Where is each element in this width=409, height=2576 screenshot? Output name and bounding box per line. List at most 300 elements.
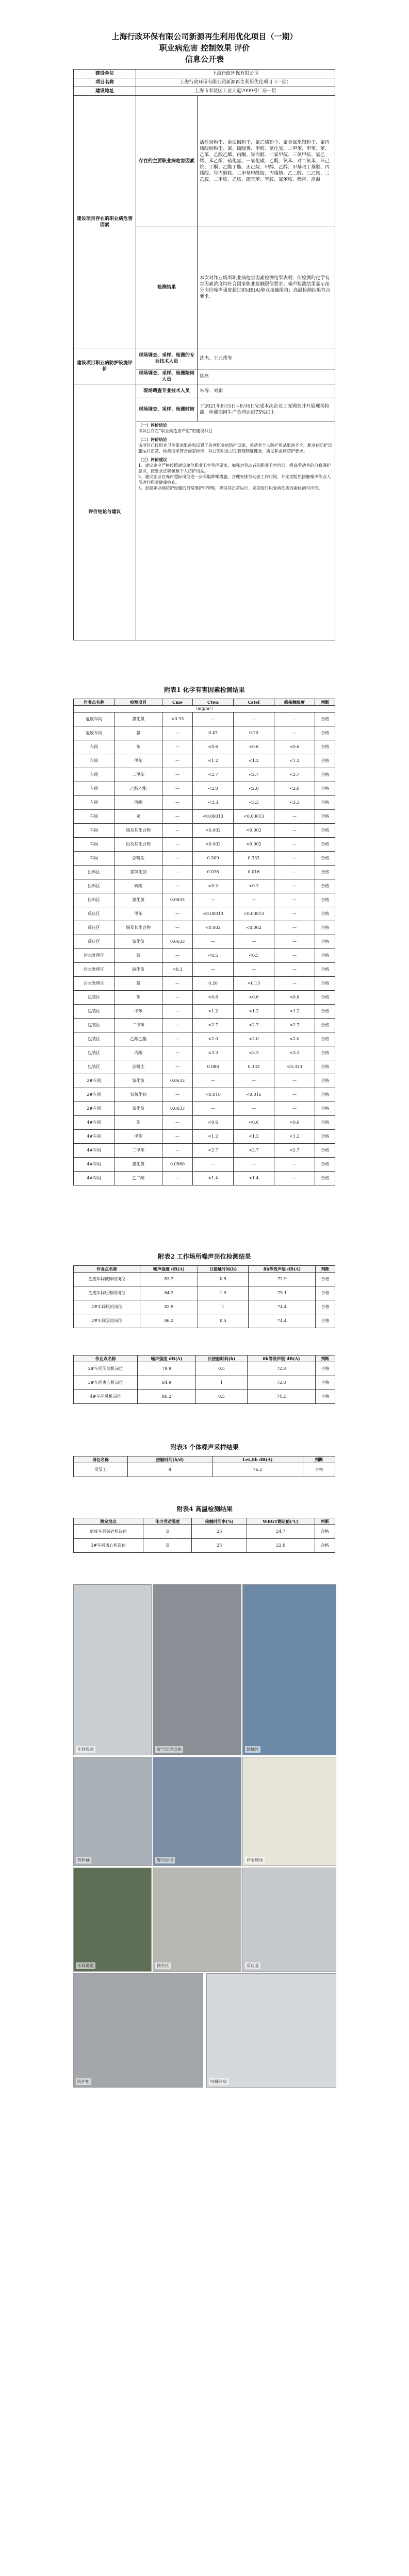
t1-cell: 合格 — [315, 907, 335, 921]
t1-cell: 合格 — [315, 1074, 335, 1088]
t1-cell: 二甲苯 — [114, 1019, 162, 1032]
t1-row — [74, 838, 335, 852]
t1-cell: — — [162, 1032, 193, 1046]
t2-cell: 危废车间破碎机岗位 — [74, 1273, 140, 1286]
conclusion-para: 该项目存在“职业病危害严重”的建设项目 — [138, 429, 213, 433]
t1-cell: 0.088 — [193, 1060, 234, 1074]
t1-cell: — — [274, 713, 315, 726]
t1-cell: 合格 — [315, 810, 335, 824]
t1-cell: — — [233, 893, 274, 907]
check-text: 本次对作业场所职业病危害因素检测结果表明：所检测的化学有害因素浓度均符合国家职业接触限值要求；噪声检测结果显示部分岗位噪声强度超过85dB(A)职业接触限值；高温检测结果符合要求。 — [198, 227, 335, 348]
t1-row — [74, 949, 335, 963]
conclusion-body — [136, 421, 335, 640]
conclusion-row1-key: 现场调查专业技术人员 — [136, 384, 198, 398]
site-photo — [206, 1973, 336, 2088]
t1-cell: 合格 — [315, 1158, 335, 1172]
t2-row — [74, 1314, 335, 1328]
t1-cell: 4#车间 — [74, 1144, 114, 1158]
t1-cell: <0.002 — [233, 921, 274, 935]
t1-cell: 4#车间 — [74, 1158, 114, 1172]
t1-cell: — — [193, 935, 234, 949]
t1-row — [74, 713, 335, 726]
doc-title-line2: 职业病危害 控制效果 评价 — [159, 43, 250, 53]
t1-cell: 反应区 — [74, 935, 114, 949]
t1-cell: 合格 — [315, 991, 335, 1005]
t1-cell: 4#车间 — [74, 1130, 114, 1144]
t1-cell: 氯化氢 — [114, 713, 162, 726]
t1-cell: 车间 — [74, 810, 114, 824]
t1-cell: — — [162, 852, 193, 866]
t1-cell: 反应区 — [74, 907, 114, 921]
t2-cell: 84.2 — [140, 1286, 198, 1300]
t1-cell: — — [274, 838, 315, 852]
t1-cell: 合格 — [315, 824, 335, 838]
t1-cell: 合格 — [315, 893, 335, 907]
t1-cell: 丙酮 — [114, 1046, 162, 1060]
t1-cell: <2.0 — [233, 1032, 274, 1046]
t1-cell: <2.0 — [193, 1032, 234, 1046]
t4-cell: Ⅱ — [143, 1525, 192, 1539]
t1-cell: 甲苯 — [114, 754, 162, 768]
t1-cell: 氨 — [114, 726, 162, 740]
t1-cell: 包装区 — [74, 1060, 114, 1074]
t1-cell: 合格 — [315, 1130, 335, 1144]
site-photo — [242, 1757, 336, 1866]
t1-row — [74, 907, 335, 921]
t1-cell: <0.5 — [193, 949, 234, 963]
t1-cell: <0.6 — [193, 991, 234, 1005]
t1-cell: — — [274, 824, 315, 838]
t1-cell: 0.47 — [193, 726, 234, 740]
t1-cell: — — [162, 949, 193, 963]
t1-cell: <0.016 — [233, 1088, 274, 1102]
t3-caption: 附表3 个体噪声采样结果 — [170, 1444, 239, 1451]
t1-cell: <1.2 — [233, 1130, 274, 1144]
t1-cell: — — [162, 838, 193, 852]
t4-cell: 危废车间破碎机岗位 — [74, 1525, 143, 1539]
t1-cell: 乙酸乙酯 — [114, 782, 162, 796]
t2b-cell: 86.2 — [138, 1390, 196, 1404]
t1-cell: 4#车间 — [74, 1116, 114, 1130]
t1-cell: 0.333 — [233, 1060, 274, 1074]
t1-cell: — — [193, 713, 234, 726]
t1-cell: 合格 — [315, 1172, 335, 1185]
t4-head-cell: 体力劳动强度 — [143, 1518, 192, 1525]
t1-cell: 氢氧化钠 — [114, 866, 162, 879]
site-photo-label: 反应釜 — [245, 1962, 260, 1969]
t1-cell: — — [162, 977, 193, 991]
t2b-cell: 2#车间压滤机岗位 — [74, 1362, 138, 1376]
conclusion-para: （一）评价结论 — [138, 422, 167, 428]
t1-cell: 铅及其化合物 — [114, 838, 162, 852]
conclusion-row2-val: 于2021年8月5日~8月6日完成本次企业工况调查并开展现场检测，检测期间生产负荷达到75%以上 — [198, 398, 335, 421]
t2-cell: 危废车间压缩机岗位 — [74, 1286, 140, 1300]
t1-row — [74, 1046, 335, 1060]
t1-cell: 污水处理区 — [74, 949, 114, 963]
t3-head-cell: Lex,8h dB(A) — [212, 1456, 303, 1463]
t1-cell: <1.2 — [274, 1130, 315, 1144]
t1-cell: <0.002 — [233, 838, 274, 852]
t1-cell: <2.7 — [233, 1144, 274, 1158]
t1-cell: 危废车间 — [74, 726, 114, 740]
t1-cell: 危废车间 — [74, 713, 114, 726]
t1-cell: 污水处理区 — [74, 977, 114, 991]
t1-cell: <2.7 — [193, 1019, 234, 1032]
t1-cell: 合格 — [315, 1032, 335, 1046]
t1-cell: 包装区 — [74, 1019, 114, 1032]
t1-cell: 丙酮 — [114, 796, 162, 810]
t2-caption: 附表2 工作场所噪声岗位检测结果 — [158, 1253, 251, 1260]
t1-cell: <0.6 — [274, 1116, 315, 1130]
t1-cell: — — [233, 1102, 274, 1116]
t1-cell: — — [274, 935, 315, 949]
t2b-row — [74, 1390, 335, 1404]
t2b-cell: 合格 — [315, 1390, 335, 1404]
t1-cell: 甲苯 — [114, 1130, 162, 1144]
t1-cell: <0.6 — [233, 1116, 274, 1130]
t2-cell: 合格 — [316, 1286, 335, 1300]
t1-cell: — — [274, 852, 315, 866]
t1-unit: （mg/m³） — [74, 706, 335, 713]
t1-cell: 合格 — [315, 1116, 335, 1130]
t1-cell: 硫酸 — [114, 879, 162, 893]
t4-row — [74, 1539, 335, 1553]
t1-cell: — — [274, 1102, 315, 1116]
t1-cell: 苯 — [114, 740, 162, 754]
t1-cell: 车间 — [74, 754, 114, 768]
t1-cell: <3.3 — [233, 796, 274, 810]
t1-row — [74, 1060, 335, 1074]
doc-title-line3: 信息公开表 — [185, 55, 224, 64]
t1-cell: 汞 — [114, 810, 162, 824]
site-photo — [153, 1584, 241, 1755]
t4-cell: 3#车间离心机岗位 — [74, 1539, 143, 1553]
t1-cell: <3.3 — [233, 1046, 274, 1060]
t1-cell: — — [274, 893, 315, 907]
site-photo-label: 物料桶 — [76, 1857, 91, 1863]
site-photo-label: 储存区 — [155, 1962, 171, 1969]
t1-cell: 二甲苯 — [114, 768, 162, 782]
conclusion-para: 该项目已按职业卫生要求配备和设置了各项职业病防护设施，劳动者个人防护用品配备齐全，职业病防护设施运行正常，检测结果符合国家标准，项目的职业卫生管理制度健全，满足职业病防护要求。 — [138, 443, 332, 453]
t1-cell: 包装区 — [74, 991, 114, 1005]
doc-title-line1: 上海行政环保有限公司新源再生利用优化项目（一期） — [111, 32, 298, 41]
t1-cell: <1.2 — [193, 754, 234, 768]
t1-cell: — — [193, 963, 234, 977]
t1-cell: <0.00013 — [233, 810, 274, 824]
t1-caption: 附表1 化学有害因素检测结果 — [164, 686, 245, 693]
t1-cell: 合格 — [315, 726, 335, 740]
t1-head-cell: 判断 — [315, 699, 335, 706]
t2b-head-cell: 判断 — [315, 1355, 335, 1362]
t1-cell: 0.20 — [193, 977, 234, 991]
t2-head-cell: 日接触时间(h) — [198, 1266, 249, 1273]
t1-head-cell: 峰接触浓度 — [274, 699, 315, 706]
t1-cell: 总粉尘 — [114, 852, 162, 866]
t3-head-cell: 判断 — [303, 1456, 335, 1463]
t4-cell: 合格 — [315, 1539, 335, 1553]
t1-cell: <0.6 — [274, 740, 315, 754]
t1-cell: 甲苯 — [114, 1005, 162, 1019]
t2-cell: 合格 — [316, 1314, 335, 1328]
t2-cell: 72.9 — [249, 1273, 316, 1286]
t1-cell: 2#车间 — [74, 1074, 114, 1088]
t1-cell: — — [162, 782, 193, 796]
t1-cell: <0.6 — [193, 740, 234, 754]
t1-cell: 车间 — [74, 824, 114, 838]
site-photo-label: 车间设备 — [76, 1746, 95, 1753]
t1-row — [74, 1088, 335, 1102]
t2b-cell: 79.9 — [138, 1362, 196, 1376]
t2-cell: 79.1 — [249, 1286, 316, 1300]
t1-row — [74, 768, 335, 782]
t1-cell: 投料区 — [74, 866, 114, 879]
t1-row — [74, 879, 335, 893]
t1-cell: — — [162, 1005, 193, 1019]
t1-cell: — — [162, 768, 193, 782]
t2-cell: 2#车间泵房岗位 — [74, 1314, 140, 1328]
t1-cell: 氯化氢 — [114, 1158, 162, 1172]
t1-row — [74, 796, 335, 810]
t1-cell: <1.2 — [233, 754, 274, 768]
t1-cell: — — [162, 810, 193, 824]
t2b-cell: 4#车间风机岗位 — [74, 1390, 138, 1404]
t1-cell: 0.016 — [233, 866, 274, 879]
t1-cell: — — [274, 1172, 315, 1185]
t1-cell: <0.002 — [233, 824, 274, 838]
info-val: 上海行政环保有限公司新源再生利用优化项目（一期） — [136, 78, 335, 87]
t1-cell: — — [193, 1102, 234, 1116]
t1-cell: — — [233, 713, 274, 726]
t3-row — [74, 1463, 335, 1477]
t1-table — [73, 699, 335, 1185]
site-photo — [73, 1973, 203, 2088]
t2-cell: 82.9 — [140, 1300, 198, 1314]
t2-row — [74, 1286, 335, 1300]
t4-cell: 22.0 — [247, 1539, 315, 1553]
t1-cell: 甲苯 — [114, 907, 162, 921]
t1-row — [74, 852, 335, 866]
t1-cell: <0.333 — [274, 1060, 315, 1074]
t1-cell: — — [274, 1088, 315, 1102]
t3-table — [73, 1456, 335, 1477]
t1-cell: <0.002 — [193, 921, 234, 935]
t1-row — [74, 726, 335, 740]
t1-cell: — — [274, 810, 315, 824]
conclusion-para: 3、加强职业病防护设施的日常维护和管理，确保其正常运行，定期进行职业病危害因素检测与评价。 — [138, 486, 323, 490]
t1-cell: 总粉尘 — [114, 1060, 162, 1074]
t1-cell: 合格 — [315, 949, 335, 963]
t1-cell: — — [274, 726, 315, 740]
conclusion-para: （三）评价建议 — [138, 457, 167, 462]
site-photo — [73, 1757, 152, 1866]
t1-row — [74, 782, 335, 796]
t1-cell: <1.4 — [233, 1172, 274, 1185]
t1-row — [74, 1032, 335, 1046]
t1-cell: — — [162, 879, 193, 893]
t1-cell: — — [162, 907, 193, 921]
t1-cell: <3.3 — [274, 1046, 315, 1060]
t1-cell: — — [162, 796, 193, 810]
t2-cell: 1.5 — [198, 1286, 249, 1300]
t2b-cell: 72.8 — [248, 1362, 316, 1376]
t1-row — [74, 921, 335, 935]
t3-cell: 8 — [127, 1463, 212, 1477]
t1-cell: 车间 — [74, 768, 114, 782]
t1-cell: <1.2 — [193, 1005, 234, 1019]
t1-cell: 氯化氢 — [114, 893, 162, 907]
t1-cell: <2.0 — [274, 1032, 315, 1046]
t4-row — [74, 1525, 335, 1539]
t4-head-cell: 接触时间率(%) — [192, 1518, 247, 1525]
t1-cell: 合格 — [315, 866, 335, 879]
t1-head-cell: 检测项目 — [114, 699, 162, 706]
site-photo — [73, 1584, 152, 1755]
t1-cell: 乙酸乙酯 — [114, 1032, 162, 1046]
t2-cell: 合格 — [316, 1300, 335, 1314]
t4-caption: 附表4 高温检测结果 — [176, 1505, 233, 1513]
t1-cell: <0.2 — [233, 879, 274, 893]
hazard-sub-label: 存在的主要职业病危害因素 — [136, 96, 198, 227]
t1-cell: 二甲苯 — [114, 1144, 162, 1158]
t1-cell: 合格 — [315, 852, 335, 866]
t1-cell: 车间 — [74, 740, 114, 754]
t2-cell: 74.4 — [249, 1314, 316, 1328]
t1-cell: <0.5 — [233, 949, 274, 963]
t1-cell: 包装区 — [74, 1005, 114, 1019]
t2-cell: 合格 — [316, 1273, 335, 1286]
t1-cell: 合格 — [315, 921, 335, 935]
t1-cell: — — [162, 824, 193, 838]
t1-cell: — — [162, 754, 193, 768]
site-photo — [73, 1868, 152, 1972]
t3-head-cell: 岗位名称 — [74, 1456, 128, 1463]
t1-row — [74, 1172, 335, 1185]
t2-row — [74, 1273, 335, 1286]
t4-head-cell: 测定地点 — [74, 1518, 143, 1525]
t1-cell: 乙二醇 — [114, 1172, 162, 1185]
t1-cell: 合格 — [315, 1102, 335, 1116]
t3-cell: 76.2 — [212, 1463, 303, 1477]
t2b-cell: 84.9 — [138, 1376, 196, 1390]
t1-cell: <2.7 — [233, 1019, 274, 1032]
t2b-cell: 72.8 — [248, 1376, 316, 1390]
t1-head-cell: Cstel — [233, 699, 274, 706]
t1-head-cell: Cme — [162, 699, 193, 706]
t4-cell: 25 — [192, 1525, 247, 1539]
t1-cell: — — [162, 1046, 193, 1060]
t1-cell: <1.2 — [233, 1005, 274, 1019]
t1-cell: 氨 — [114, 949, 162, 963]
eval-row2-key: 现场调查、采样、检测陪同人员 — [136, 369, 198, 384]
t1-row — [74, 991, 335, 1005]
t1-cell: <1.2 — [274, 754, 315, 768]
site-photo — [153, 1868, 241, 1972]
t1-cell: <2.0 — [274, 782, 315, 796]
t1-cell: — — [162, 866, 193, 879]
t1-cell: 2#车间 — [74, 1102, 114, 1116]
t2-cell: 0.5 — [198, 1314, 249, 1328]
t1-cell: 2#车间 — [74, 1088, 114, 1102]
t1-cell: 0.0633 — [162, 1102, 193, 1116]
t1-cell: — — [233, 935, 274, 949]
t1-cell: — — [233, 1158, 274, 1172]
t1-row — [74, 977, 335, 991]
site-photo-label: 作业现场 — [245, 1857, 265, 1863]
t1-cell: <0.00013 — [193, 810, 234, 824]
t1-cell: 0.026 — [193, 866, 234, 879]
t1-cell: 合格 — [315, 713, 335, 726]
t1-cell: 合格 — [315, 1019, 335, 1032]
t1-cell: 氯化氢 — [114, 1102, 162, 1116]
t2b-head-cell: 日接触时间(h) — [195, 1355, 247, 1362]
conclusion-para: （二）评价结论 — [138, 437, 167, 442]
info-key: 建设单位 — [74, 70, 136, 78]
t2-cell: 74.4 — [249, 1300, 316, 1314]
t4-cell: 24.7 — [247, 1525, 315, 1539]
t2b-row — [74, 1362, 335, 1376]
conclusion-label: 评价结论与建议 — [74, 384, 136, 640]
t1-cell: <1.2 — [274, 1005, 315, 1019]
t2-head-cell: 判断 — [316, 1266, 335, 1273]
conclusion-row1-val: 朱涛、刘娟 — [198, 384, 335, 398]
t1-cell: — — [162, 921, 193, 935]
t1-cell: 0.0560 — [162, 1158, 193, 1172]
t1-cell: <2.7 — [274, 1144, 315, 1158]
t2b-cell: 3#车间离心机岗位 — [74, 1376, 138, 1390]
t1-cell: 苯 — [114, 1116, 162, 1130]
t1-cell: 合格 — [315, 935, 335, 949]
t1-cell: <1.2 — [193, 1130, 234, 1144]
t1-cell: <0.00013 — [193, 907, 234, 921]
t3-head-cell: 接触时间(h/d) — [127, 1456, 212, 1463]
t1-cell: 氯化氢 — [114, 1074, 162, 1088]
t2b-cell: 0.5 — [195, 1362, 247, 1376]
eval-row2-val: 陈亮 — [198, 369, 335, 384]
t4-head-cell: 判断 — [315, 1518, 335, 1525]
t2b-cell: 74.2 — [248, 1390, 316, 1404]
t1-cell: <2.7 — [274, 1019, 315, 1032]
t1-cell: 包装区 — [74, 1032, 114, 1046]
eval-sub-label: 现场调查、采样、检测的专业技术人员 — [136, 348, 198, 369]
t1-cell: — — [162, 991, 193, 1005]
t1-cell: 合格 — [315, 1144, 335, 1158]
t2b-cell: 合格 — [315, 1376, 335, 1390]
t1-cell: 氢氧化钠 — [114, 1088, 162, 1102]
t1-cell: <2.7 — [193, 768, 234, 782]
t1-row — [74, 935, 335, 949]
t1-cell: 0.333 — [233, 852, 274, 866]
t1-cell: <0.13 — [233, 977, 274, 991]
hazard-text: 活性炭粉尘、重质碱粉尘、聚乙烯粉尘、聚合氯化铝粉尘、聚丙烯酸钠粉尘、氨、硫酸雾、甲醛、氯化氢、二甲苯、甲苯、苯、乙苯、乙酸乙酯、丙酮、异丙醇、二氯甲烷、三氯甲烷、氯乙烯、苯乙烯、硫化氢、一氧化碳、乙醛、氯苯、对二氯苯、环己烷、丁酮、乙酸丁酯、正己烷、甲醇、乙醇、甲基叔丁基醚、丙烯酸、异丙醇胺、二甲基甲酰胺、丙烯腈、乙二醇、三乙胺、二乙胺、二甲胺、乙胺、硝基苯、苯胺、氯苯胺、噪声、高温 — [198, 96, 335, 227]
t1-cell: 合格 — [315, 838, 335, 852]
t1-row — [74, 963, 335, 977]
info-key: 项目名称 — [74, 78, 136, 87]
t1-cell: <0.00013 — [233, 907, 274, 921]
t1-cell: — — [193, 1158, 234, 1172]
t1-cell: <3.3 — [193, 796, 234, 810]
t1-cell: — — [162, 1172, 193, 1185]
t4-cell: 合格 — [315, 1525, 335, 1539]
info-val: 上海市奉贤区工业大道2999号厂房一层 — [136, 87, 335, 96]
t1-cell: <2.7 — [193, 1144, 234, 1158]
t1-cell: <0.002 — [193, 838, 234, 852]
t1-cell: <3.3 — [274, 796, 315, 810]
t1-cell: 硫化氢 — [114, 963, 162, 977]
conclusion-para: 1、建议企业严格按照建设单位职业卫生管理要求，加强对劳动者的职业卫生培训，提高劳动者的自我保护意识，按要求正确佩戴个人防护用品。 — [138, 463, 331, 473]
t1-cell: — — [274, 1074, 315, 1088]
t1-cell: 污水处理区 — [74, 963, 114, 977]
site-photo — [242, 1868, 336, 1972]
